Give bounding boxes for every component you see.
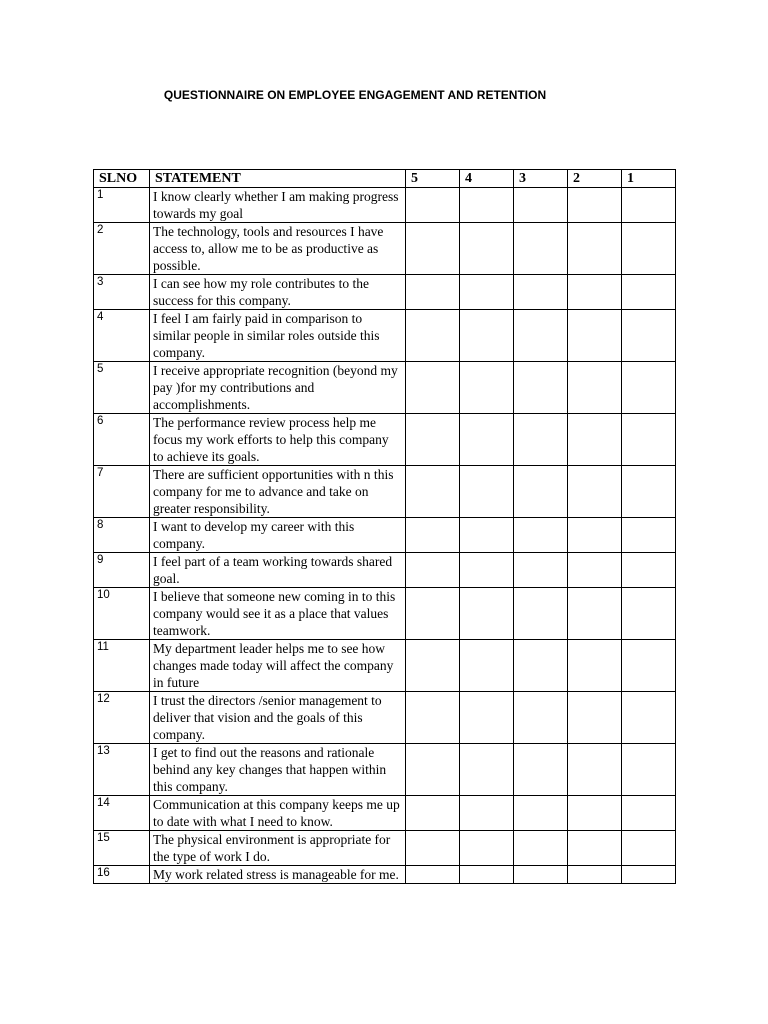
- row-number: 6: [94, 414, 150, 466]
- row-number: 3: [94, 275, 150, 310]
- row-statement: My department leader helps me to see how changes made today will affect the company in future: [150, 640, 406, 692]
- table-row: [94, 553, 676, 588]
- rating-cell-1[interactable]: [622, 518, 676, 553]
- row-number: 8: [94, 518, 150, 553]
- table-row: [94, 640, 676, 692]
- row-statement: The performance review process help me focus my work efforts to help this company to achieve its goals.: [150, 414, 406, 466]
- row-statement: I believe that someone new coming in to this company would see it as a place that values teamwork.: [150, 588, 406, 640]
- row-statement: I feel part of a team working towards shared goal.: [150, 553, 406, 588]
- rating-cell-1[interactable]: [622, 692, 676, 744]
- row-statement: I know clearly whether I am making progress towards my goal: [150, 188, 406, 223]
- header-statement: STATEMENT: [150, 170, 406, 188]
- rating-cell-2[interactable]: [568, 310, 622, 362]
- rating-cell-3[interactable]: [514, 831, 568, 866]
- table-row: [94, 466, 676, 518]
- row-statement: I can see how my role contributes to the success for this company.: [150, 275, 406, 310]
- table-row: [94, 310, 676, 362]
- rating-cell-2[interactable]: [568, 223, 622, 275]
- rating-cell-1[interactable]: [622, 744, 676, 796]
- rating-cell-4[interactable]: [460, 223, 514, 275]
- rating-cell-4[interactable]: [460, 275, 514, 310]
- rating-cell-3[interactable]: [514, 692, 568, 744]
- rating-cell-3[interactable]: [514, 588, 568, 640]
- rating-cell-4[interactable]: [460, 518, 514, 553]
- table-row: [94, 362, 676, 414]
- rating-cell-2[interactable]: [568, 275, 622, 310]
- rating-cell-1[interactable]: [622, 796, 676, 831]
- rating-cell-4[interactable]: [460, 466, 514, 518]
- rating-cell-5[interactable]: [406, 188, 460, 223]
- row-statement: I feel I am fairly paid in comparison to similar people in similar roles outside this company.: [150, 310, 406, 362]
- row-number: 2: [94, 223, 150, 275]
- rating-cell-5[interactable]: [406, 310, 460, 362]
- table-row: [94, 414, 676, 466]
- rating-cell-5[interactable]: [406, 866, 460, 884]
- rating-cell-1[interactable]: [622, 414, 676, 466]
- rating-cell-2[interactable]: [568, 640, 622, 692]
- rating-cell-3[interactable]: [514, 866, 568, 884]
- row-number: 10: [94, 588, 150, 640]
- questionnaire-table: [93, 169, 676, 884]
- rating-cell-3[interactable]: [514, 796, 568, 831]
- header-scale-1: 1: [622, 170, 676, 188]
- row-number: 12: [94, 692, 150, 744]
- rating-cell-2[interactable]: [568, 866, 622, 884]
- rating-cell-1[interactable]: [622, 223, 676, 275]
- rating-cell-3[interactable]: [514, 744, 568, 796]
- table-row: [94, 518, 676, 553]
- rating-cell-4[interactable]: [460, 414, 514, 466]
- rating-cell-1[interactable]: [622, 588, 676, 640]
- rating-cell-2[interactable]: [568, 744, 622, 796]
- row-statement: The technology, tools and resources I have access to, allow me to be as productive as possible.: [150, 223, 406, 275]
- row-number: 14: [94, 796, 150, 831]
- rating-cell-1[interactable]: [622, 831, 676, 866]
- row-statement: I trust the directors /senior management to deliver that vision and the goals of this company.: [150, 692, 406, 744]
- header-row: [94, 170, 676, 188]
- row-number: 5: [94, 362, 150, 414]
- rating-cell-3[interactable]: [514, 414, 568, 466]
- rating-cell-3[interactable]: [514, 518, 568, 553]
- table-row: [94, 188, 676, 223]
- rating-cell-3[interactable]: [514, 466, 568, 518]
- table-row: [94, 588, 676, 640]
- row-statement: Communication at this company keeps me up to date with what I need to know.: [150, 796, 406, 831]
- row-number: 13: [94, 744, 150, 796]
- rating-cell-2[interactable]: [568, 692, 622, 744]
- row-number: 9: [94, 553, 150, 588]
- header-scale-3: 3: [514, 170, 568, 188]
- row-statement: The physical environment is appropriate for the type of work I do.: [150, 831, 406, 866]
- rating-cell-4[interactable]: [460, 588, 514, 640]
- rating-cell-4[interactable]: [460, 188, 514, 223]
- row-number: 11: [94, 640, 150, 692]
- rating-cell-5[interactable]: [406, 640, 460, 692]
- rating-cell-1[interactable]: [622, 275, 676, 310]
- rating-cell-1[interactable]: [622, 466, 676, 518]
- rating-cell-2[interactable]: [568, 588, 622, 640]
- table-row: [94, 692, 676, 744]
- row-number: 15: [94, 831, 150, 866]
- rating-cell-5[interactable]: [406, 518, 460, 553]
- rating-cell-1[interactable]: [622, 553, 676, 588]
- rating-cell-5[interactable]: [406, 744, 460, 796]
- rating-cell-4[interactable]: [460, 553, 514, 588]
- table-row: [94, 223, 676, 275]
- header-scale-4: 4: [460, 170, 514, 188]
- rating-cell-1[interactable]: [622, 866, 676, 884]
- rating-cell-2[interactable]: [568, 466, 622, 518]
- header-slno: SLNO: [94, 170, 150, 188]
- rating-cell-2[interactable]: [568, 796, 622, 831]
- rating-cell-4[interactable]: [460, 866, 514, 884]
- rating-cell-2[interactable]: [568, 362, 622, 414]
- rating-cell-5[interactable]: [406, 275, 460, 310]
- rating-cell-5[interactable]: [406, 553, 460, 588]
- header-scale-5: 5: [406, 170, 460, 188]
- rating-cell-2[interactable]: [568, 518, 622, 553]
- row-statement: There are sufficient opportunities with n this company for me to advance and take on greater responsibility.: [150, 466, 406, 518]
- table-row: [94, 796, 676, 831]
- rating-cell-3[interactable]: [514, 310, 568, 362]
- rating-cell-1[interactable]: [622, 188, 676, 223]
- rating-cell-3[interactable]: [514, 640, 568, 692]
- rating-cell-3[interactable]: [514, 275, 568, 310]
- rating-cell-1[interactable]: [622, 640, 676, 692]
- rating-cell-4[interactable]: [460, 744, 514, 796]
- row-statement: I want to develop my career with this company.: [150, 518, 406, 553]
- rating-cell-2[interactable]: [568, 188, 622, 223]
- document-title: QUESTIONNAIRE ON EMPLOYEE ENGAGEMENT AND RETENTION: [163, 88, 547, 102]
- rating-cell-4[interactable]: [460, 796, 514, 831]
- rating-cell-2[interactable]: [568, 414, 622, 466]
- table-row: [94, 866, 676, 884]
- rating-cell-2[interactable]: [568, 831, 622, 866]
- rating-cell-5[interactable]: [406, 692, 460, 744]
- rating-cell-5[interactable]: [406, 362, 460, 414]
- rating-cell-5[interactable]: [406, 223, 460, 275]
- header-scale-2: 2: [568, 170, 622, 188]
- rating-cell-4[interactable]: [460, 362, 514, 414]
- rating-cell-5[interactable]: [406, 466, 460, 518]
- rating-cell-5[interactable]: [406, 414, 460, 466]
- rating-cell-4[interactable]: [460, 310, 514, 362]
- row-number: 1: [94, 188, 150, 223]
- row-number: 16: [94, 866, 150, 884]
- rating-cell-1[interactable]: [622, 310, 676, 362]
- row-statement: My work related stress is manageable for me.: [150, 866, 406, 884]
- row-number: 7: [94, 466, 150, 518]
- row-statement: I get to find out the reasons and rationale behind any key changes that happen within this company.: [150, 744, 406, 796]
- rating-cell-5[interactable]: [406, 831, 460, 866]
- rating-cell-3[interactable]: [514, 223, 568, 275]
- rating-cell-1[interactable]: [622, 362, 676, 414]
- rating-cell-3[interactable]: [514, 553, 568, 588]
- row-number: 4: [94, 310, 150, 362]
- rating-cell-4[interactable]: [460, 692, 514, 744]
- table-row: [94, 744, 676, 796]
- rating-cell-3[interactable]: [514, 362, 568, 414]
- rating-cell-4[interactable]: [460, 640, 514, 692]
- rating-cell-4[interactable]: [460, 831, 514, 866]
- rating-cell-3[interactable]: [514, 188, 568, 223]
- rating-cell-5[interactable]: [406, 588, 460, 640]
- table-row: [94, 275, 676, 310]
- row-statement: I receive appropriate recognition (beyond my pay )for my contributions and accomplishments.: [150, 362, 406, 414]
- table-row: [94, 831, 676, 866]
- rating-cell-2[interactable]: [568, 553, 622, 588]
- rating-cell-5[interactable]: [406, 796, 460, 831]
